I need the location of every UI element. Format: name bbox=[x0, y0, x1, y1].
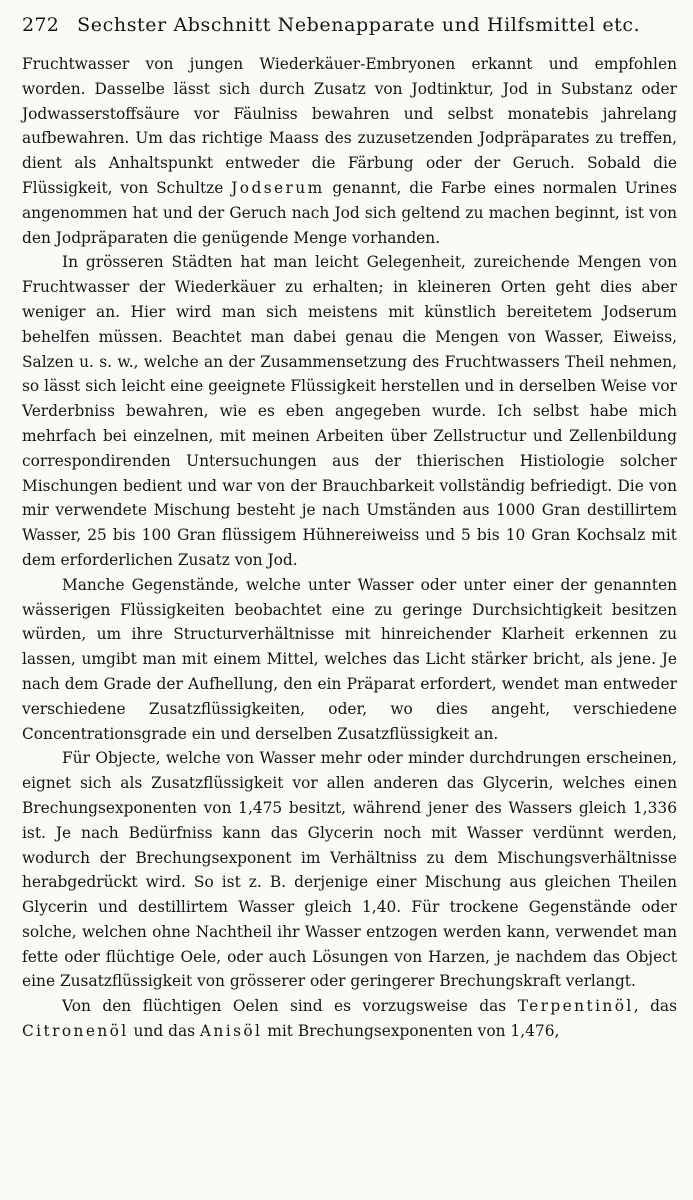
paragraph-1: Fruchtwasser von jungen Wiederkäuer-Embryonen erkannt und empfohlen worden. Dasselbe lässt sich durch Zusatz von Jodtinktur, Jod in Substanz oder Jodwasserstoffsäure vor Fäulniss bewahren und selbst monatebis jahrelang aufbewahren. Um das richtige Maass des zuzusetzenden Jodpräparates zu treffen, dient als Anhaltspunkt entweder die Färbung oder der Geruch. Sobald die Flüssigkeit, von Schultze Jodserum genannt, die Farbe eines normalen Urines angenommen hat und der Geruch nach Jod sich geltend zu machen beginnt, ist von den Jodpräparaten die genügende Menge vorhanden. bbox=[22, 55, 677, 247]
paragraph-5: Von den flüchtigen Oelen sind es vorzugsweise das Terpentinöl, das Citronenöl und das Anisöl mit Brechungsexponenten von 1,476, bbox=[22, 997, 677, 1041]
spaced-term-citronenoel: Citronenöl bbox=[22, 1022, 129, 1041]
body-text bbox=[22, 52, 677, 1044]
page-number: 272 bbox=[22, 14, 60, 36]
running-title: Sechster Abschnitt Nebenapparate und Hilfsmittel etc. bbox=[77, 14, 641, 36]
spaced-term-terpentinoel: Terpentinöl bbox=[517, 997, 634, 1016]
paragraph-3: Manche Gegenstände, welche unter Wasser oder unter einer der genannten wässerigen Flüssigkeiten beobachtet eine zu geringe Durchsichtigkeit besitzen würden, um ihre Structurverhältnisse mit hinreichender Klarheit erkennen zu lassen, umgibt man mit einem Mittel, welches das Licht stärker bricht, als jene. Je nach dem Grade der Aufhellung, den ein Präparat erfordert, wendet man entweder verschiedene Zusatzflüssigkeiten, oder, wo dies angeht, verschiedene Concentrationsgrade ein und derselben Zusatzflüssigkeit an. bbox=[22, 575, 677, 743]
paragraph-4: Für Objecte, welche von Wasser mehr oder minder durchdrungen erscheinen, eignet sich als Zusatzflüssigkeit vor allen anderen das Glycerin, welches einen Brechungsexponenten von 1,475 besitzt, während jener des Wassers gleich 1,336 ist. Je nach Bedürfniss kann das Glycerin noch mit Wasser verdünnt werden, wodurch der Brechungsexponent im Verhältniss zu dem Mischungsverhältnisse herabgedrückt wird. So ist z. B. derjenige einer Mischung aus gleichen Theilen Glycerin und destillirtem Wasser gleich 1,40. Für trockene Gegenstände oder solche, welchen ohne Nachtheil ihr Wasser entzogen werden kann, verwendet man fette oder flüchtige Oele, oder auch Lösungen von Harzen, je nachdem das Object eine Zusatzflüssigkeit von grösserer oder geringerer Brechungskraft verlangt. bbox=[22, 749, 677, 991]
paragraph-2: In grösseren Städten hat man leicht Gelegenheit, zureichende Mengen von Fruchtwasser der Wiederkäuer zu erhalten; in kleineren Orten geht dies aber weniger an. Hier wird man sich meistens mit künstlich bereitetem Jodserum behelfen müssen. Beachtet man dabei genau die Mengen von Wasser, Eiweiss, Salzen u. s. w., welche an der Zusammensetzung des Fruchtwassers Theil nehmen, so lässt sich leicht eine geeignete Flüssigkeit herstellen und in derselben Weise vor Verderbniss bewahren, wie es eben angegeben wurde. Ich selbst habe mich mehrfach bei einzelnen, mit meinen Arbeiten über Zellstructur und Zellenbildung correspondirenden Untersuchungen aus der thierischen Histiologie solcher Mischungen bedient und war von der Brauchbarkeit vollständig befriedigt. Die von mir verwendete Mischung besteht je nach Umständen aus 1000 Gran destillirtem Wasser, 25 bis 100 Gran flüssigem Hühnereiweiss und 5 bis 10 Gran Kochsalz mit dem erforderlichen Zusatz von Jod. bbox=[22, 253, 677, 569]
spaced-term-jodserum: Jodserum bbox=[231, 178, 325, 197]
spaced-term-anisoel: Anisöl bbox=[199, 1022, 263, 1041]
page-header bbox=[22, 14, 672, 44]
